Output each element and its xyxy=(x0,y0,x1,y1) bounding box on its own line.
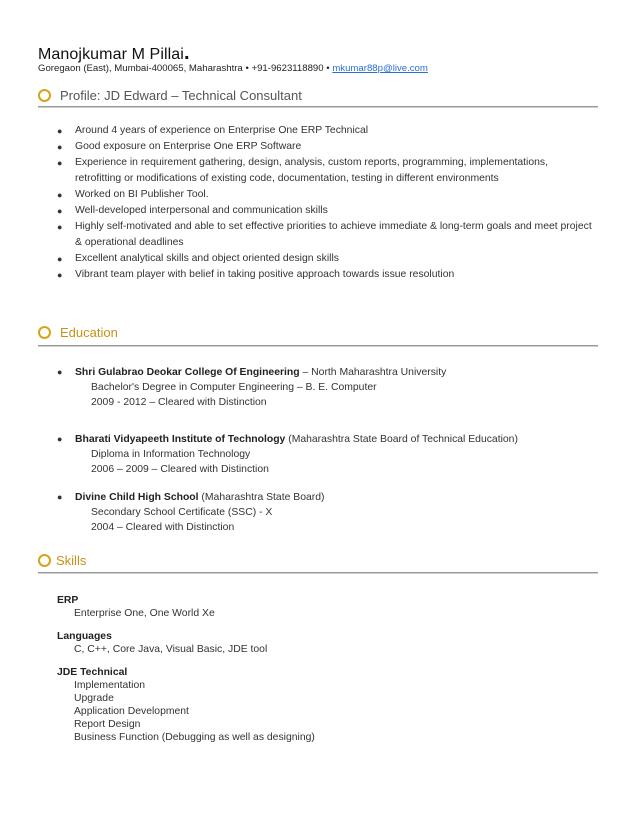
contact-line xyxy=(38,63,428,74)
skill-group xyxy=(57,594,577,620)
bullet-icon: ● xyxy=(57,190,63,200)
skill-item: C, C++, Core Java, Visual Basic, JDE tool xyxy=(74,644,268,655)
profile-bullet-text: Excellent analytical skills and object oriented design skills xyxy=(75,253,339,264)
bullet-icon: ● xyxy=(57,142,63,152)
skills-heading xyxy=(38,553,86,568)
profile-heading xyxy=(38,88,302,103)
education-entry xyxy=(57,490,607,535)
bullet-icon: ● xyxy=(57,254,63,264)
profile-bullet-item xyxy=(57,155,597,187)
separator: • xyxy=(245,63,249,74)
profile-bullet-item xyxy=(57,123,597,139)
bullet-icon: ● xyxy=(57,270,63,280)
profile-bullet-text: Worked on BI Publisher Tool. xyxy=(75,189,209,200)
email-link[interactable]: mkumar88p@live.com xyxy=(332,63,428,74)
separator: • xyxy=(326,63,330,74)
period: 2004 – Cleared with Distinction xyxy=(91,522,235,533)
skill-category: ERP xyxy=(57,595,79,606)
skill-category: JDE Technical xyxy=(57,667,128,678)
skill-item: Enterprise One, One World Xe xyxy=(74,608,215,619)
institution-affiliation: (Maharashtra State Board of Technical Education) xyxy=(285,434,518,445)
degree: Bachelor's Degree in Computer Engineering – B. E. Computer xyxy=(91,382,377,393)
skill-item: Implementation xyxy=(74,680,146,691)
profile-bullet-text: Around 4 years of experience on Enterprise One ERP Technical xyxy=(75,125,369,136)
bullet-icon: ● xyxy=(57,492,63,502)
institution-affiliation: (Maharashtra State Board) xyxy=(198,492,325,503)
profile-bullet-item xyxy=(57,139,597,155)
bullet-icon: ● xyxy=(57,206,63,216)
section-divider xyxy=(38,572,598,574)
profile-bullet-item xyxy=(57,203,597,219)
education-entry xyxy=(57,432,607,477)
candidate-name: Manojkumar M Pillai. xyxy=(38,42,190,64)
ring-icon xyxy=(38,326,51,339)
skill-item: Upgrade xyxy=(74,693,114,704)
profile-list xyxy=(57,123,597,283)
profile-bullet-item xyxy=(57,267,597,283)
skill-item: Business Function (Debugging as well as designing) xyxy=(74,732,315,743)
degree: Diploma in Information Technology xyxy=(91,449,251,460)
period: 2009 - 2012 – Cleared with Distinction xyxy=(91,397,267,408)
skill-item: Report Design xyxy=(74,719,141,730)
bullet-icon: ● xyxy=(57,126,63,136)
skills-title: Skills xyxy=(56,553,87,568)
section-divider xyxy=(38,345,598,347)
profile-bullet-item xyxy=(57,219,597,251)
profile-bullet-text: Good exposure on Enterprise One ERP Software xyxy=(75,141,302,152)
education-entry xyxy=(57,365,607,410)
profile-bullet-text: Vibrant team player with belief in taking positive approach towards issue resolution xyxy=(75,269,455,280)
skill-group xyxy=(57,666,577,744)
address: Goregaon (East), Mumbai-400065, Maharashtra xyxy=(38,63,243,74)
skill-category: Languages xyxy=(57,631,112,642)
bullet-icon: ● xyxy=(57,434,63,444)
period: 2006 – 2009 – Cleared with Distinction xyxy=(91,464,269,475)
profile-bullet-text: Well-developed interpersonal and communication skills xyxy=(75,205,328,216)
skill-item: Application Development xyxy=(74,706,189,717)
profile-bullet-item xyxy=(57,251,597,267)
institution-name: Divine Child High School xyxy=(75,492,199,503)
profile-bullet-text: Experience in requirement gathering, design, analysis, custom reports, programming, implementations, retrofitting or modifications of existing code, documentation, testing in different environments xyxy=(75,157,549,184)
institution-affiliation: – North Maharashtra University xyxy=(299,367,447,378)
skills-list xyxy=(57,594,577,754)
bullet-icon: ● xyxy=(57,222,63,232)
profile-bullet-text: Highly self-motivated and able to set effective priorities to achieve immediate & long-term goals and meet project & operational deadlines xyxy=(75,221,592,248)
ring-icon xyxy=(38,89,51,102)
institution-name: Bharati Vidyapeeth Institute of Technology xyxy=(75,434,286,445)
profile-title: Profile: JD Edward – Technical Consultant xyxy=(60,88,302,103)
phone: +91-9623118890 xyxy=(251,63,324,74)
ring-icon xyxy=(38,554,51,567)
education-heading xyxy=(38,325,118,340)
bullet-icon: ● xyxy=(57,367,63,377)
bullet-icon: ● xyxy=(57,158,63,168)
skill-group xyxy=(57,630,577,656)
education-title: Education xyxy=(60,325,118,340)
institution-name: Shri Gulabrao Deokar College Of Engineering xyxy=(75,367,300,378)
degree: Secondary School Certificate (SSC) - X xyxy=(91,507,273,518)
profile-bullet-item xyxy=(57,187,597,203)
section-divider xyxy=(38,106,598,108)
